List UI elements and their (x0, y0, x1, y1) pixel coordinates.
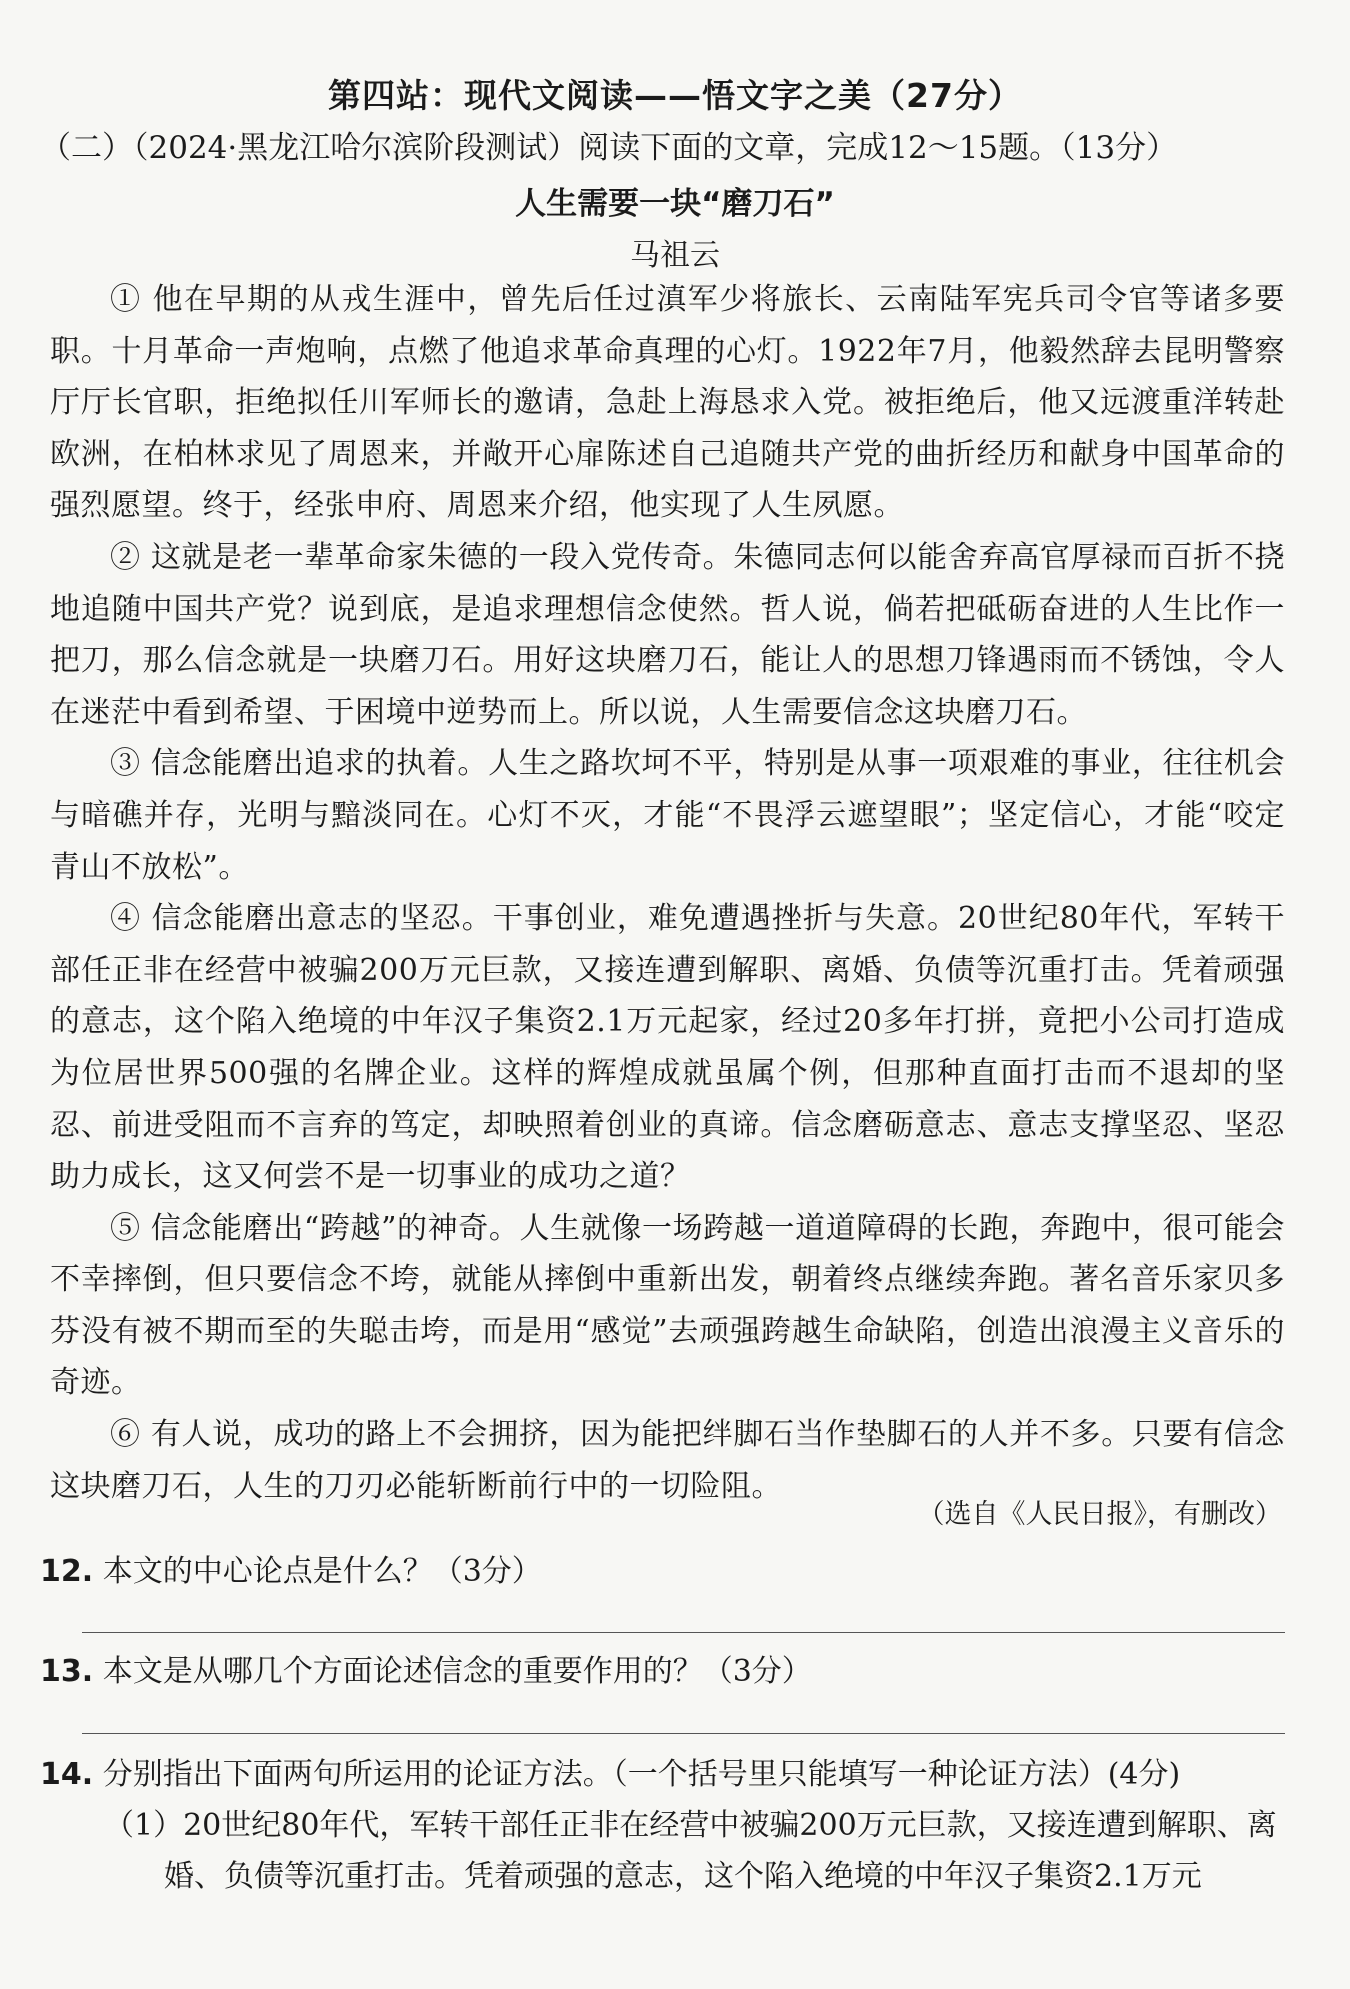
article-author: 马祖云 (630, 238, 720, 273)
question-14-part-1 (52, 1800, 1285, 1902)
question-13 (40, 1646, 812, 1690)
article-body (50, 274, 1285, 1512)
article-source: （选自《人民日报》，有删改） (917, 1499, 1282, 1530)
paragraph-2: ② 这就是老一辈革命家朱德的一段入党传奇。朱德同志何以能舍弃高官厚禄而百折不挠地追随中国共产党？说到底，是追求理想信念使然。哲人说，倘若把砥砺奋进的人生比作一把刀，那么信念就是一块磨刀石。用好这块磨刀石，能让人的思想刀锋遇雨而不锈蚀，令人在迷茫中看到希望、于困境中逆势而上。所以说，人生需要信念这块磨刀石。 (50, 539, 1285, 730)
question-number: 13. (40, 1654, 94, 1689)
paragraph-5: ⑤ 信念能磨出“跨越”的神奇。人生就像一场跨越一道道障碍的长跑，奔跑中，很可能会不幸摔倒，但只要信念不垮，就能从摔倒中重新出发，朝着终点继续奔跑。著名音乐家贝多芬没有被不期而至的失聪击垮，而是用“感觉”去顽强跨越生命缺陷，创造出浪漫主义音乐的奇迹。 (50, 1210, 1285, 1401)
question-14 (40, 1749, 1180, 1793)
question-12 (40, 1546, 542, 1590)
article-title: 人生需要一块“磨刀石” (515, 186, 835, 222)
paragraph-1: ① 他在早期的从戎生涯中，曾先后任过滇军少将旅长、云南陆军宪兵司令官等诸多要职。十月革命一声炮响，点燃了他追求革命真理的心灯。1922年7月，他毅然辞去昆明警察厅厅长官职，拒绝拟任川军师长的邀请，急赴上海恳求入党。被拒绝后，他又远渡重洋转赴欧洲，在柏林求见了周恩来，并敞开心扉陈述自己追随共产党的曲折经历和献身中国革命的强烈愿望。终于，经张申府、周恩来介绍，他实现了人生夙愿。 (50, 282, 1285, 524)
sub-question-text: （1）20世纪80年代，军转干部任正非在经营中被骗200万元巨款，又接连遭到解职、离婚、负债等沉重打击。凭着顽强的意志，这个陷入绝境的中年汉子集资2.1万元 (104, 1808, 1277, 1894)
question-text: 本文的中心论点是什么？（3分） (102, 1554, 542, 1589)
answer-line-13[interactable] (82, 1733, 1285, 1734)
paragraph-6: ⑥ 有人说，成功的路上不会拥挤，因为能把绊脚石当作垫脚石的人并不多。只要有信念这块磨刀石，人生的刀刃必能斩断前行中的一切险阻。 (50, 1417, 1285, 1504)
question-text: 分别指出下面两句所运用的论证方法。（一个括号里只能填写一种论证方法）(4分) (102, 1757, 1181, 1792)
paragraph-4: ④ 信念能磨出意志的坚忍。干事创业，难免遭遇挫折与失意。20世纪80年代，军转干部任正非在经营中被骗200万元巨款，又接连遭到解职、离婚、负债等沉重打击。凭着顽强的意志，这个陷入绝境的中年汉子集资2.1万元起家，经过20多年打拼，竟把小公司打造成为位居世界500强的名牌企业。这样的辉煌成就虽属个例，但那种直面打击而不退却的坚忍、前进受阻而不言弃的笃定，却映照着创业的真谛。信念磨砺意志、意志支撑坚忍、坚忍助力成长，这又何尝不是一切事业的成功之道？ (50, 901, 1285, 1195)
section-title: 第四站：现代文阅读——悟文字之美（27分） (328, 76, 1022, 115)
question-number: 12. (40, 1554, 94, 1589)
question-text: 本文是从哪几个方面论述信念的重要作用的？（3分） (102, 1654, 812, 1689)
answer-line-12[interactable] (82, 1632, 1285, 1633)
question-number: 14. (40, 1757, 94, 1792)
paragraph-3: ③ 信念能磨出追求的执着。人生之路坎坷不平，特别是从事一项艰难的事业，往往机会与暗礁并存，光明与黯淡同在。心灯不灭，才能“不畏浮云遮望眼”；坚定信心，才能“咬定青山不放松”。 (50, 746, 1285, 885)
reading-intro: （二）（2024·黑龙江哈尔滨阶段测试）阅读下面的文章，完成12～15题。（13分） (40, 130, 1178, 166)
